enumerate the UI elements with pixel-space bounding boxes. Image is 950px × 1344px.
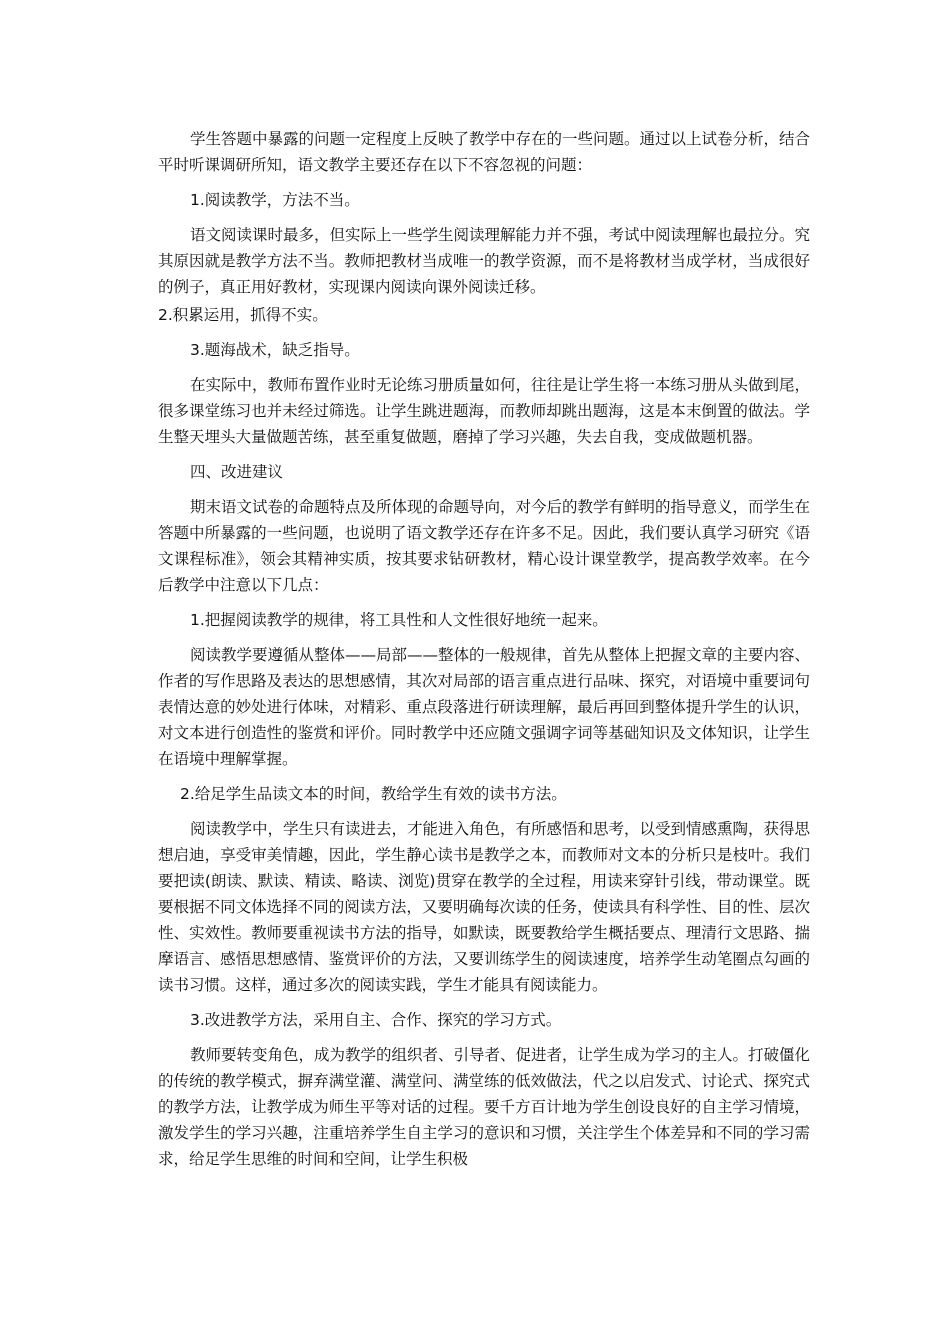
- heading-accumulation: 2.积累运用，抓得不实。: [158, 306, 328, 324]
- heading-question-sea: 3.题海战术，缺乏指导。: [190, 341, 360, 359]
- paragraph-teaching-method: 教师要转变角色，成为教学的组织者、引导者、促进者，让学生成为学习的主人。打破僵化的传统的教学模式，摒弃满堂灌、满堂问、满堂练的低效做法，代之以启发式、讨论式、探究式的教学方法，让教学成为师生平等对话的过程。要千方百计地为学生创设良好的自主学习情境，激发学生的学习兴趣，注重培养学生自主学习的意识和习惯，关注学生个体差异和不同的学习需求，给足学生思维的时间和空间，让学生积极: [158, 1046, 811, 1168]
- section-heading-suggestions: 四、改进建议: [190, 463, 284, 481]
- paragraph-grasp-rules: 阅读教学要遵循从整体——局部——整体的一般规律，首先从整体上把握文章的主要内容、作者的写作思路及表达的思想感情，其次对局部的语言重点进行品味、探究，对语境中重要词句表情达意的妙处进行体味，对精彩、重点段落进行研读理解，最后再回到整体提升学生的认识，对文本进行创造性的鉴赏和评价。同时教学中还应随文强调字词等基础知识及文体知识，让学生在语境中理解掌握。: [158, 646, 811, 768]
- paragraph-question-sea: 在实际中，教师布置作业时无论练习册质量如何，往往是让学生将一本练习册从头做到尾，很多课堂练习也并未经过筛选。让学生跳进题海，而教师却跳出题海，这是本末倒置的做法。学生整天埋头大量做题苦练，甚至重复做题，磨掉了学习兴趣，失去自我，变成做题机器。: [158, 376, 811, 446]
- paragraph-intro: 学生答题中暴露的问题一定程度上反映了教学中存在的一些问题。通过以上试卷分析，结合平时听课调研所知，语文教学主要还存在以下不容忽视的问题：: [158, 130, 811, 174]
- paragraph-reading-method: 语文阅读课时最多，但实际上一些学生阅读理解能力并不强，考试中阅读理解也最拉分。究其原因就是教学方法不当。教师把教材当成唯一的教学资源，而不是将教材当成学材，当成很好的例子，真正用好教材，实现课内阅读向课外阅读迁移。: [158, 226, 811, 296]
- heading-teaching-method: 3.改进教学方法，采用自主、合作、探究的学习方式。: [190, 1011, 562, 1029]
- paragraph-reading-time: 阅读教学中，学生只有读进去，才能进入角色，有所感悟和思考，以受到情感熏陶，获得思想启迪，享受审美情趣，因此，学生静心读书是教学之本，而教师对文本的分析只是枝叶。我们要把读(朗读、默读、精读、略读、浏览)贯穿在教学的全过程，用读来穿针引线，带动课堂。既要根据不同文体选择不同的阅读方法，又要明确每次读的任务，使读具有科学性、目的性、层次性、实效性。教师要重视读书方法的指导，如默读，既要教给学生概括要点、理清行文思路、揣摩语言、感悟思想感情、鉴赏评价的方法，又要训练学生的阅读速度，培养学生动笔圈点勾画的读书习惯。这样，通过多次的阅读实践，学生才能具有阅读能力。: [158, 820, 811, 994]
- heading-reading-time: 2.给足学生品读文本的时间，教给学生有效的读书方法。: [180, 785, 567, 803]
- paragraph-suggestions-intro: 期末语文试卷的命题特点及所体现的命题导向，对今后的教学有鲜明的指导意义，而学生在答题中所暴露的一些问题，也说明了语文教学还存在许多不足。因此，我们要认真学习研究《语文课程标准》，领会其精神实质，按其要求钻研教材，精心设计课堂教学，提高教学效率。在今后教学中注意以下几点：: [158, 498, 811, 594]
- heading-grasp-rules: 1.把握阅读教学的规律，将工具性和人文性很好地统一起来。: [190, 611, 608, 629]
- heading-reading-method: 1.阅读教学，方法不当。: [190, 191, 360, 209]
